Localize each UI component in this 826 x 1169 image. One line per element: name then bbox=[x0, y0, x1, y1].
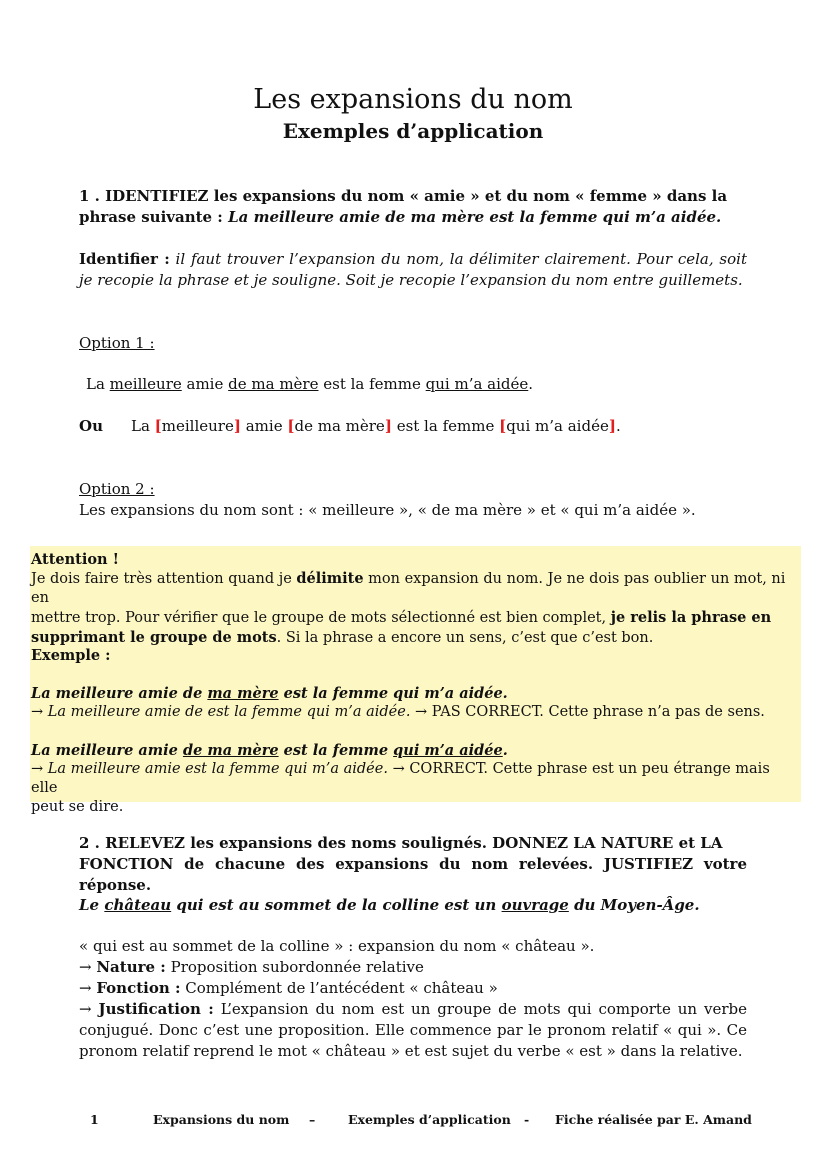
option-1-title bbox=[79, 333, 747, 354]
close-bracket: ] bbox=[384, 417, 392, 435]
option-1-underlined-sentence bbox=[86, 374, 533, 395]
attention-bold: supprimant le groupe de mots bbox=[31, 629, 277, 646]
fonction-line bbox=[79, 978, 747, 999]
attention-bold: je relis la phrase en bbox=[610, 609, 772, 626]
underlined-noun: ouvrage bbox=[501, 896, 569, 914]
question-2 bbox=[79, 833, 747, 896]
expansion-underlined: qui m’a aidée bbox=[425, 375, 529, 393]
justification-label: Justification : bbox=[98, 1000, 214, 1018]
sentence-text: . bbox=[615, 417, 621, 435]
fonction-label: Fonction : bbox=[96, 979, 181, 997]
answer-block bbox=[79, 936, 747, 1062]
open-bracket: [ bbox=[154, 417, 162, 435]
question-2-line-2: FONCTION de chacune des expansions du nom relevées. JUSTIFIEZ votre réponse. bbox=[79, 855, 747, 894]
expansion-underlined: de ma mère bbox=[228, 375, 319, 393]
example-verdict: → CORRECT. Cette phrase est un peu étrange mais elle bbox=[31, 761, 770, 796]
option-2-title: Option 2 : bbox=[79, 480, 155, 498]
example-1-sentence bbox=[31, 684, 791, 703]
question-1 bbox=[79, 186, 747, 228]
example-text: La meilleure amie bbox=[31, 742, 183, 759]
answer-line: « qui est au sommet de la colline » : expansion du nom « château ». bbox=[79, 937, 595, 955]
example-underlined: ma mère bbox=[207, 685, 279, 702]
identifier-paragraph bbox=[79, 249, 747, 291]
fonction-value: Complément de l’antécédent « château » bbox=[180, 979, 498, 997]
arrow: → bbox=[79, 979, 97, 997]
example-reduced: La meilleure amie est la femme qui m’a aidée. bbox=[47, 761, 388, 777]
example-text: La meilleure amie de bbox=[31, 685, 208, 702]
ou-label: Ou bbox=[79, 417, 103, 435]
example-underlined: qui m’a aidée bbox=[393, 742, 503, 759]
sentence-text: amie bbox=[181, 375, 229, 393]
example-verdict: → PAS CORRECT. Cette phrase n’a pas de sens. bbox=[410, 704, 765, 720]
page-title: Les expansions du nom bbox=[253, 84, 573, 115]
sentence-text: . bbox=[528, 375, 534, 393]
sentence-text: La bbox=[86, 375, 110, 393]
nature-line bbox=[79, 957, 747, 978]
example-2-result bbox=[31, 760, 791, 817]
footer-separator-1: – bbox=[309, 1112, 316, 1127]
sentence-text: du Moyen-Âge. bbox=[568, 896, 700, 914]
sentence-text: amie bbox=[240, 417, 288, 435]
sentence-text: est la femme bbox=[318, 375, 426, 393]
attention-text: mon expansion du nom. Je ne dois pas oublier un mot, ni en bbox=[31, 571, 786, 606]
example-verdict-continued: peut se dire. bbox=[31, 799, 124, 815]
sentence-text: qui est au sommet de la colline est un bbox=[171, 896, 502, 914]
attention-bold: délimite bbox=[296, 570, 364, 587]
footer-part-1: Expansions du nom bbox=[153, 1112, 290, 1127]
arrow: → bbox=[79, 1000, 99, 1018]
nature-value: Proposition subordonnée relative bbox=[165, 958, 424, 976]
arrow: → bbox=[31, 704, 48, 720]
option-2-text: Les expansions du nom sont : « meilleure », « de ma mère » et « qui m’a aidée ». bbox=[79, 501, 696, 519]
attention-heading: Attention ! bbox=[31, 551, 119, 568]
example-underlined: de ma mère bbox=[182, 742, 279, 759]
page-subtitle: Exemples d’application bbox=[282, 119, 544, 143]
underlined-noun: château bbox=[104, 896, 172, 914]
sentence-text: est la femme bbox=[391, 417, 500, 435]
arrow: → bbox=[31, 761, 48, 777]
expansion-underlined: meilleure bbox=[109, 375, 182, 393]
attention-text: Je dois faire très attention quand je bbox=[31, 571, 297, 587]
exemple-label: Exemple : bbox=[31, 647, 111, 664]
nature-label: Nature : bbox=[96, 958, 166, 976]
close-bracket: ] bbox=[233, 417, 241, 435]
expansion-bracketed: meilleure bbox=[161, 417, 234, 435]
example-reduced: La meilleure amie de est la femme qui m’a aidée. bbox=[47, 704, 411, 720]
option-2 bbox=[79, 479, 747, 521]
question-1-sentence: La meilleure amie de ma mère est la femme qui m’a aidée. bbox=[228, 208, 722, 226]
question-1-line-1: 1 . IDENTIFIEZ les expansions du nom « amie » et du nom « femme » dans la bbox=[79, 187, 728, 205]
sentence-text: La bbox=[131, 417, 155, 435]
expansion-bracketed: de ma mère bbox=[294, 417, 385, 435]
footer-separator-2: - bbox=[524, 1112, 530, 1127]
justification-value: L’expansion du nom est un groupe de mots qui comporte un verbe conjugué. Donc c’est une proposition. Elle commence par le pronom relatif « qui ». Ce pronom relatif reprend le mot « château » et est sujet du verbe « est » dans la relative. bbox=[79, 1000, 747, 1060]
sentence-text: Le bbox=[79, 896, 105, 914]
attention-paragraph bbox=[31, 569, 791, 648]
question-2-sentence bbox=[79, 895, 747, 916]
expansion-bracketed: qui m’a aidée bbox=[506, 417, 609, 435]
question-1-lead: phrase suivante : bbox=[79, 208, 229, 226]
footer-part-2: Exemples d’application bbox=[348, 1112, 511, 1127]
footer-page-number: 1 bbox=[90, 1112, 99, 1127]
example-1-result bbox=[31, 703, 791, 722]
example-text: est la femme qui m’a aidée. bbox=[278, 685, 508, 702]
option-1-bracketed-sentence bbox=[131, 416, 621, 437]
identifier-label: Identifier : bbox=[79, 250, 170, 268]
open-bracket: [ bbox=[499, 417, 507, 435]
justification-line bbox=[79, 999, 747, 1062]
example-text: est la femme bbox=[278, 742, 394, 759]
footer-part-3: Fiche réalisée par E. Amand bbox=[555, 1112, 752, 1127]
example-2-sentence bbox=[31, 741, 791, 760]
attention-text: . Si la phrase a encore un sens, c’est que c’est bon. bbox=[276, 630, 654, 646]
open-bracket: [ bbox=[287, 417, 295, 435]
attention-text: mettre trop. Pour vérifier que le groupe de mots sélectionné est bien complet, bbox=[31, 610, 611, 626]
question-2-line-1: 2 . RELEVEZ les expansions des noms soulignés. DONNEZ LA NATURE et LA bbox=[79, 834, 723, 852]
identifier-text: il faut trouver l’expansion du nom, la délimiter clairement. Pour cela, soit je recopie la phrase et je souligne. Soit je recopie l’expansion du nom entre guillemets. bbox=[79, 250, 747, 289]
arrow: → bbox=[79, 958, 97, 976]
option-1-title-text: Option 1 : bbox=[79, 334, 155, 352]
question-1-line-2 bbox=[79, 207, 747, 228]
example-text: . bbox=[502, 742, 508, 759]
close-bracket: ] bbox=[608, 417, 616, 435]
